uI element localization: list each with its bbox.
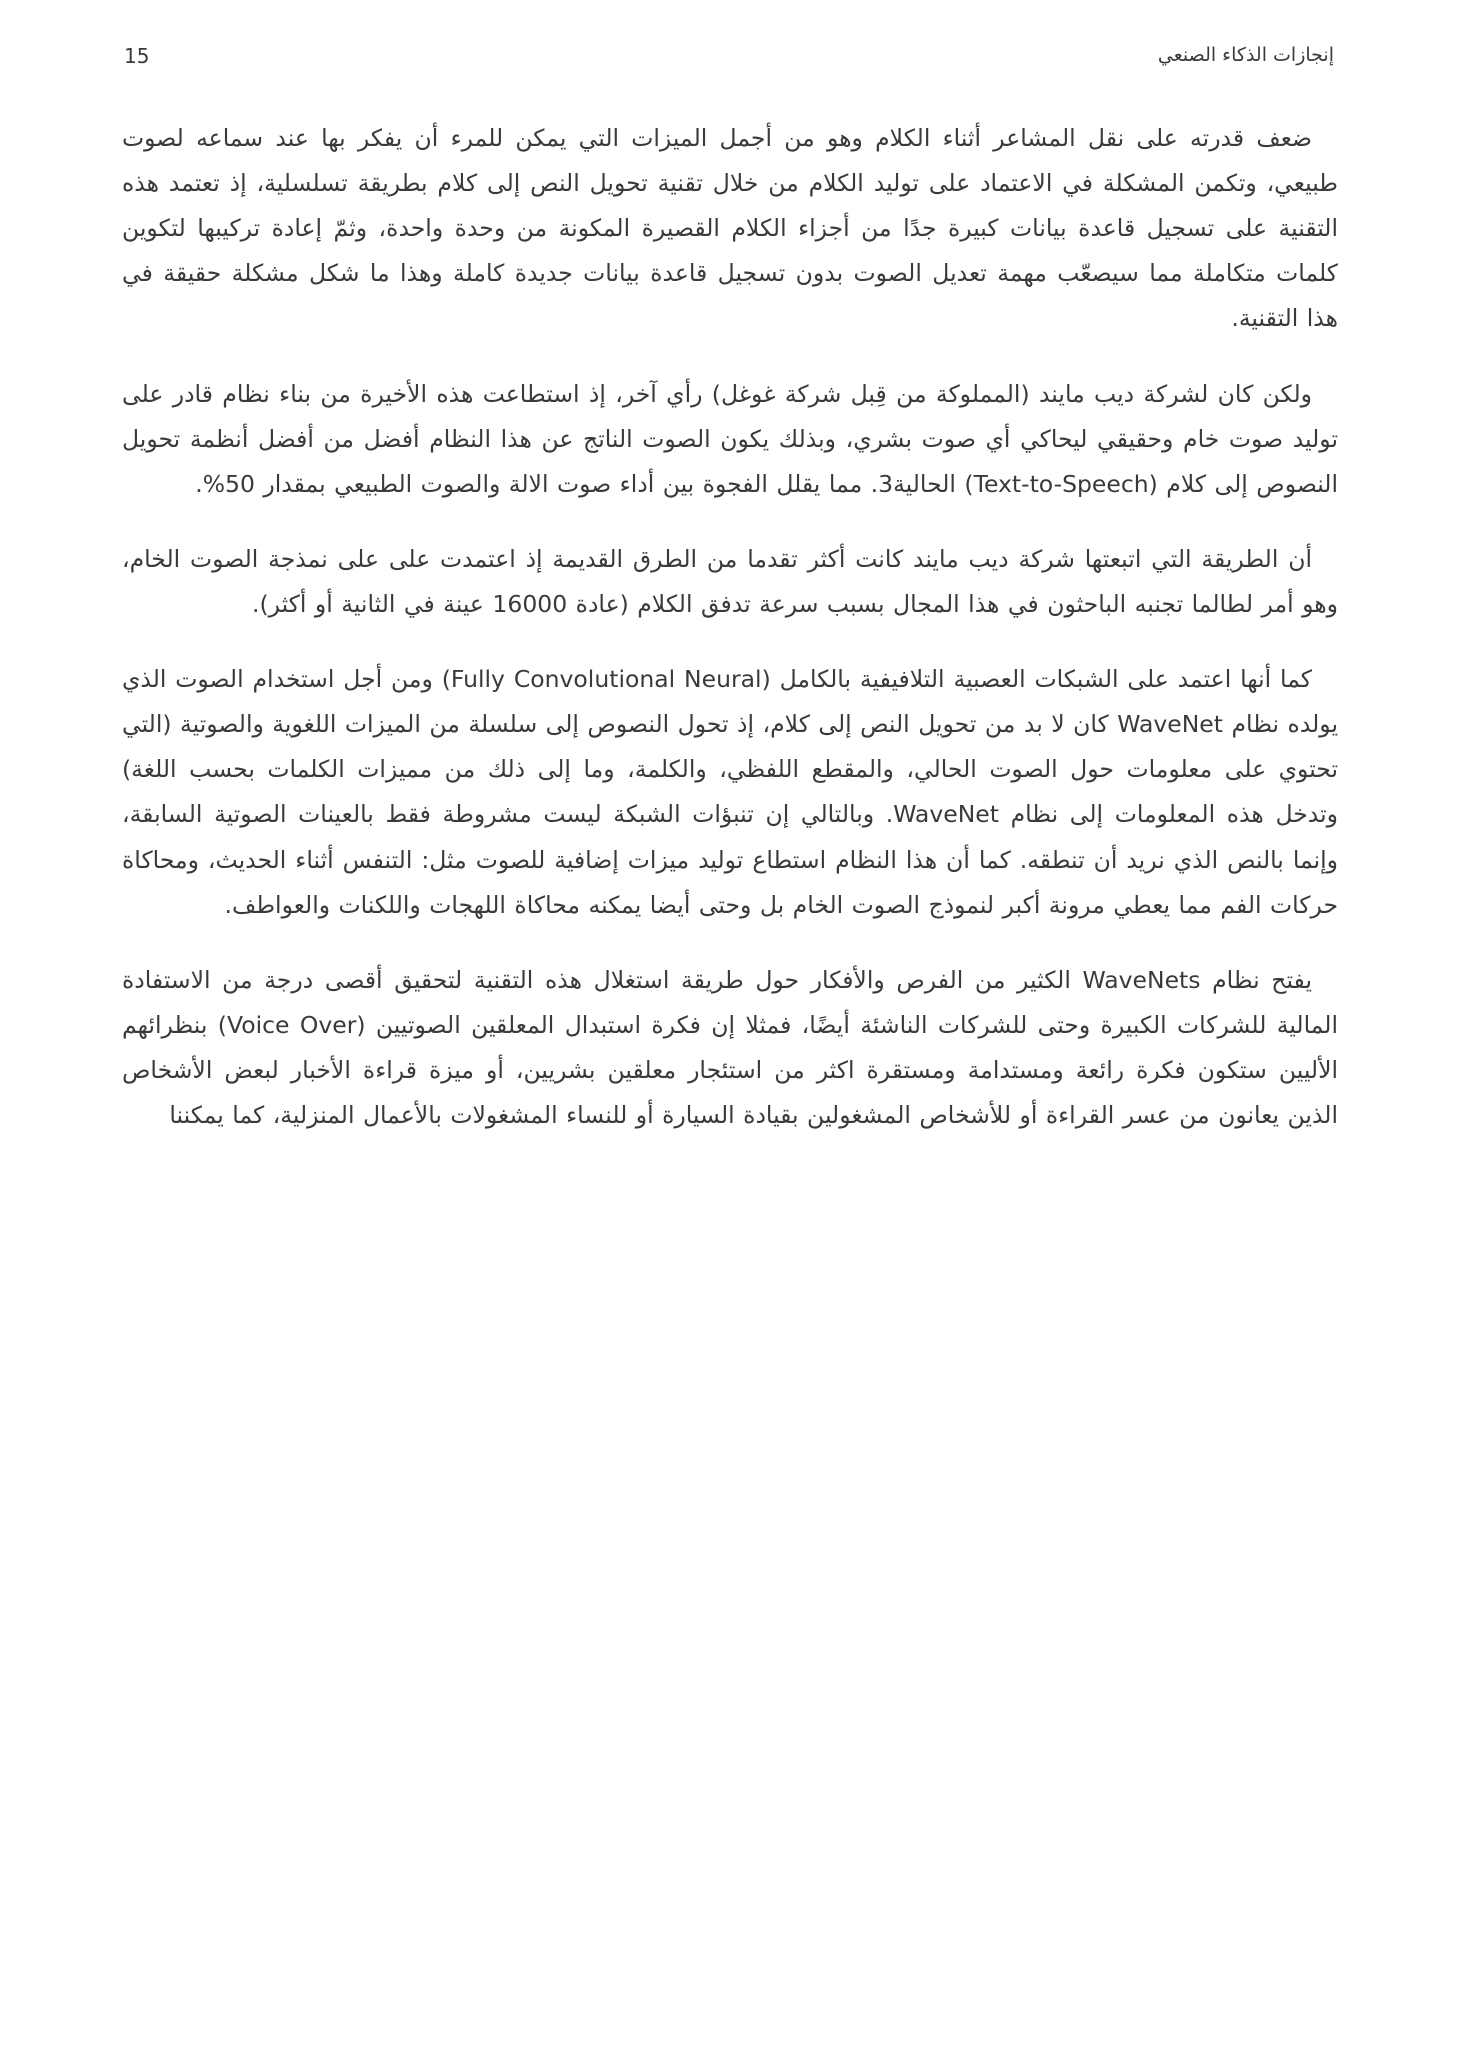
paragraph-4: كما أنها اعتمد على الشبكات العصبية التلافيفية بالكامل (Fully Convolutional Neural) ومن أجل استخدام الصوت الذي يولده نظام WaveNet كان لا بد من تحويل النص إلى كلام، إذ تحول النصوص إلى سلسلة من الميزات اللغوية والصوتية (التي تحتوي على معلومات حول الصوت الحالي، والمقطع اللفظي، والكلمة، وما إلى ذلك من مميزات الكلمات بحسب اللغة) وتدخل هذه المعلومات إلى نظام WaveNet. وبالتالي إن تنبؤات الشبكة ليست مشروطة فقط بالعينات الصوتية السابقة، وإنما بالنص الذي نريد أن تنطقه. كما أن هذا النظام استطاع توليد ميزات إضافية للصوت مثل: التنفس أثناء الحديث، ومحاكاة حركات الفم مما يعطي مرونة أكبر لنموذج الصوت الخام بل وحتى أيضا يمكنه محاكاة اللهجات واللكنات والعواطف.	[122, 665, 1338, 919]
paragraph-1: ضعف قدرته على نقل المشاعر أثناء الكلام وهو من أجمل الميزات التي يمكن للمرء أن يفكر بها عند سماعه لصوت طبيعي، وتكمن المشكلة في الاعتماد على توليد الكلام من خلال تقنية تحويل النص إلى كلام بطريقة تسلسلية، إذ تعتمد هذه التقنية على تسجيل قاعدة بيانات كبيرة جدًا من أجزاء الكلام القصيرة المكونة من وحدة واحدة، وثمّ إعادة تركيبها لتكوين كلمات متكاملة مما سيصعّب مهمة تعديل الصوت بدون تسجيل قاعدة بيانات جديدة كاملة وهذا ما شكل مشكلة حقيقة في هذا التقنية.	[122, 124, 1338, 333]
paragraph-2: ولكن كان لشركة ديب مايند (المملوكة من قِبل شركة غوغل) رأي آخر، إذ استطاعت هذه الأخيرة من بناء نظام قادر على توليد صوت خام وحقيقي ليحاكي أي صوت بشري، وبذلك يكون الصوت الناتج عن هذا النظام أفضل من أفضل أنظمة تحويل النصوص إلى كلام (Text-to-Speech) الحالية3. مما يقلل الفجوة بين أداء صوت الالة والصوت الطبيعي بمقدار 50%.	[122, 379, 1338, 498]
page-header	[122, 44, 1338, 68]
paragraph-3: أن الطريقة التي اتبعتها شركة ديب مايند كانت أكثر تقدما من الطرق القديمة إذ اعتمدت على على نمذجة الصوت الخام، وهو أمر لطالما تجنبه الباحثون في هذا المجال بسبب سرعة تدفق الكلام (عادة 16000 عينة في الثانية أو أكثر).	[122, 544, 1338, 618]
running-header-title: إنجازات الذكاء الصنعي	[1157, 44, 1334, 66]
paragraph-5: يفتح نظام WaveNets الكثير من الفرص والأفكار حول طريقة استغلال هذه التقنية لتحقيق أقصى درجة من الاستفادة المالية للشركات الكبيرة وحتى للشركات الناشئة أيضًا، فمثلا إن فكرة استبدال المعلقين الصوتيين (Voice Over) بنظرائهم الأليين ستكون فكرة رائعة ومستدامة ومستقرة اكثر من استئجار معلقين بشريين، أو ميزة قراءة الأخبار لبعض الأشخاص الذين يعانون من عسر القراءة أو للأشخاص المشغولين بقيادة السيارة أو للنساء المشغولات بالأعمال المنزلية، كما يمكننا	[122, 965, 1338, 1130]
document-body	[122, 116, 1338, 1138]
page-number: 15	[124, 44, 150, 68]
